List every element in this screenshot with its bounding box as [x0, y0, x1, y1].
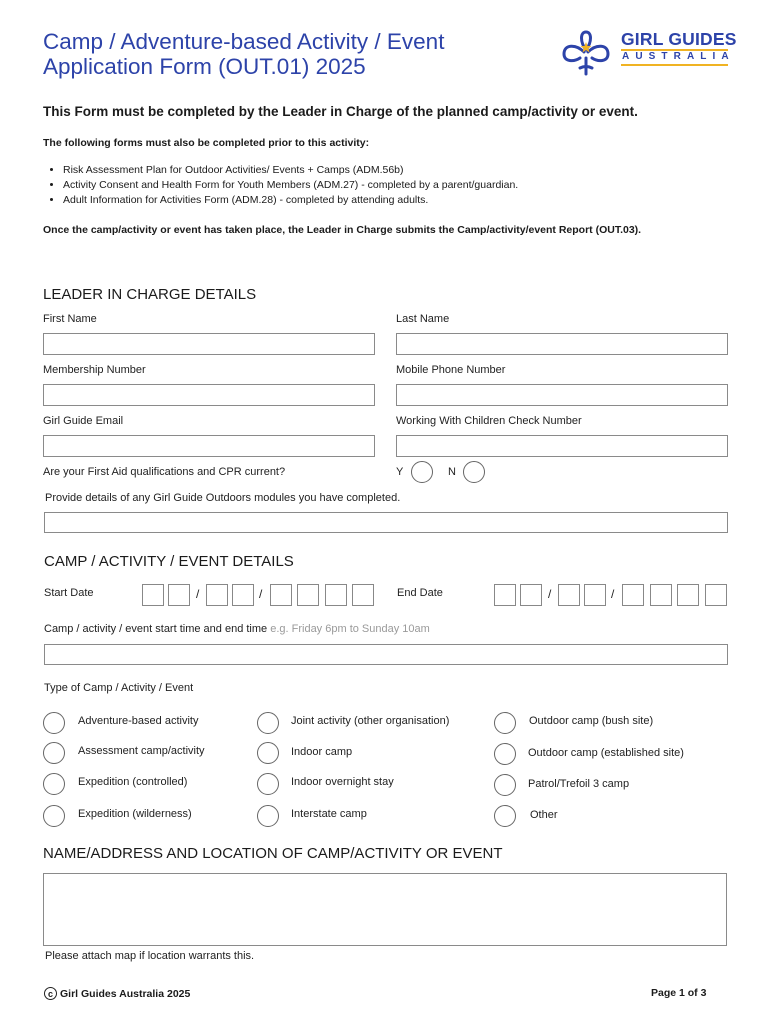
start-month-box[interactable]: [232, 584, 254, 606]
trefoil-logo-icon: [558, 28, 614, 78]
end-year-box[interactable]: [650, 584, 672, 606]
lead-statement: This Form must be completed by the Leader in Charge of the planned camp/activity or event.: [43, 104, 638, 119]
type-option-label: Other: [530, 809, 558, 821]
start-year-box[interactable]: [352, 584, 374, 606]
type-joint-activity-radio[interactable]: [257, 712, 279, 734]
start-day-box[interactable]: [142, 584, 164, 606]
date-separator: /: [259, 587, 263, 601]
type-option-label: Joint activity (other organisation): [291, 715, 450, 727]
start-date-label: Start Date: [44, 587, 94, 599]
first-aid-no-label: N: [448, 466, 456, 478]
type-option-label: Expedition (controlled): [78, 776, 188, 788]
section-heading-location: NAME/ADDRESS AND LOCATION OF CAMP/ACTIVITY OR EVENT: [43, 845, 503, 862]
type-outdoor-established-radio[interactable]: [494, 743, 516, 765]
start-day-box[interactable]: [168, 584, 190, 606]
first-name-field[interactable]: [43, 333, 375, 355]
copyright: [44, 987, 190, 1000]
last-name-label: Last Name: [396, 313, 450, 325]
time-label-text: Camp / activity / event start time and end time: [44, 623, 268, 635]
type-assessment-radio[interactable]: [43, 742, 65, 764]
type-option-label: Interstate camp: [291, 808, 367, 820]
email-field[interactable]: [43, 435, 375, 457]
girl-guides-logo: [558, 28, 737, 78]
first-aid-no-radio[interactable]: [463, 461, 485, 483]
type-option-label: Outdoor camp (established site): [528, 747, 684, 759]
start-year-box[interactable]: [270, 584, 292, 606]
type-option-label: Adventure-based activity: [78, 715, 199, 727]
wwcc-field[interactable]: [396, 435, 728, 457]
mobile-phone-field[interactable]: [396, 384, 728, 406]
type-label: Type of Camp / Activity / Event: [44, 682, 194, 694]
type-expedition-wilderness-radio[interactable]: [43, 805, 65, 827]
last-name-field[interactable]: [396, 333, 728, 355]
type-option-label: Outdoor camp (bush site): [529, 715, 654, 727]
first-name-label: First Name: [43, 313, 97, 325]
type-option-label: Expedition (wilderness): [78, 808, 192, 820]
list-item: • Activity Consent and Health Form for Youth Members (ADM.27) - completed by a parent/guardian.: [63, 178, 518, 193]
end-year-box[interactable]: [677, 584, 699, 606]
type-indoor-overnight-radio[interactable]: [257, 773, 279, 795]
end-month-box[interactable]: [558, 584, 580, 606]
location-field[interactable]: [43, 873, 727, 946]
date-separator: /: [196, 587, 200, 601]
type-other-radio[interactable]: [494, 805, 516, 827]
time-hint: e.g. Friday 6pm to Sunday 10am: [270, 623, 430, 635]
start-year-box[interactable]: [325, 584, 347, 606]
copyright-icon: c: [44, 987, 57, 1000]
title-line-1: Camp / Adventure-based Activity / Event: [43, 29, 445, 54]
first-aid-question: Are your First Aid qualifications and CPR current?: [43, 466, 286, 478]
first-aid-yes-label: Y: [396, 466, 404, 478]
page-title: [43, 29, 444, 79]
date-separator: /: [611, 587, 615, 601]
type-patrol-trefoil-radio[interactable]: [494, 774, 516, 796]
type-option-label: Indoor overnight stay: [291, 776, 394, 788]
first-aid-yes-radio[interactable]: [411, 461, 433, 483]
type-option-label: Assessment camp/activity: [78, 745, 205, 757]
type-adventure-radio[interactable]: [43, 712, 65, 734]
mobile-phone-label: Mobile Phone Number: [396, 364, 506, 376]
logo-text-girl-guides: GIRL GUIDES: [621, 29, 737, 49]
type-interstate-radio[interactable]: [257, 805, 279, 827]
logo-text-australia: AUSTRALIA: [622, 51, 735, 62]
prerequisite-list: [43, 163, 518, 208]
end-year-box[interactable]: [622, 584, 644, 606]
wwcc-label: Working With Children Check Number: [396, 415, 582, 427]
time-field[interactable]: [44, 644, 728, 665]
start-month-box[interactable]: [206, 584, 228, 606]
email-label: Girl Guide Email: [43, 415, 124, 427]
type-outdoor-bush-radio[interactable]: [494, 712, 516, 734]
time-label: [44, 623, 430, 635]
end-day-box[interactable]: [494, 584, 516, 606]
date-separator: /: [548, 587, 552, 601]
map-note: Please attach map if location warrants this.: [45, 950, 255, 962]
membership-number-label: Membership Number: [43, 364, 146, 376]
type-indoor-camp-radio[interactable]: [257, 742, 279, 764]
modules-field[interactable]: [44, 512, 728, 533]
page-number: Page 1 of 3: [651, 987, 707, 999]
prerequisite-heading: The following forms must also be completed prior to this activity:: [43, 137, 370, 149]
type-option-label: Patrol/Trefoil 3 camp: [528, 778, 630, 790]
type-expedition-controlled-radio[interactable]: [43, 773, 65, 795]
end-day-box[interactable]: [520, 584, 542, 606]
end-month-box[interactable]: [584, 584, 606, 606]
start-year-box[interactable]: [297, 584, 319, 606]
section-heading-event: CAMP / ACTIVITY / EVENT DETAILS: [44, 553, 294, 570]
modules-label: Provide details of any Girl Guide Outdoors modules you have completed.: [45, 492, 401, 504]
logo-divider-bottom: [621, 64, 728, 66]
end-date-label: End Date: [397, 587, 443, 599]
list-item: • Risk Assessment Plan for Outdoor Activities/ Events + Camps (ADM.56b): [63, 163, 518, 178]
type-option-label: Indoor camp: [291, 746, 353, 758]
section-heading-leader: LEADER IN CHARGE DETAILS: [43, 286, 257, 303]
report-note: Once the camp/activity or event has taken place, the Leader in Charge submits the Camp/activity/event Report (OUT.03).: [43, 224, 642, 236]
membership-number-field[interactable]: [43, 384, 375, 406]
end-year-box[interactable]: [705, 584, 727, 606]
copyright-text: Girl Guides Australia 2025: [60, 987, 191, 1000]
title-line-2: Application Form (OUT.01) 2025: [43, 54, 366, 79]
list-item: • Adult Information for Activities Form (ADM.28) - completed by attending adults.: [63, 193, 518, 208]
